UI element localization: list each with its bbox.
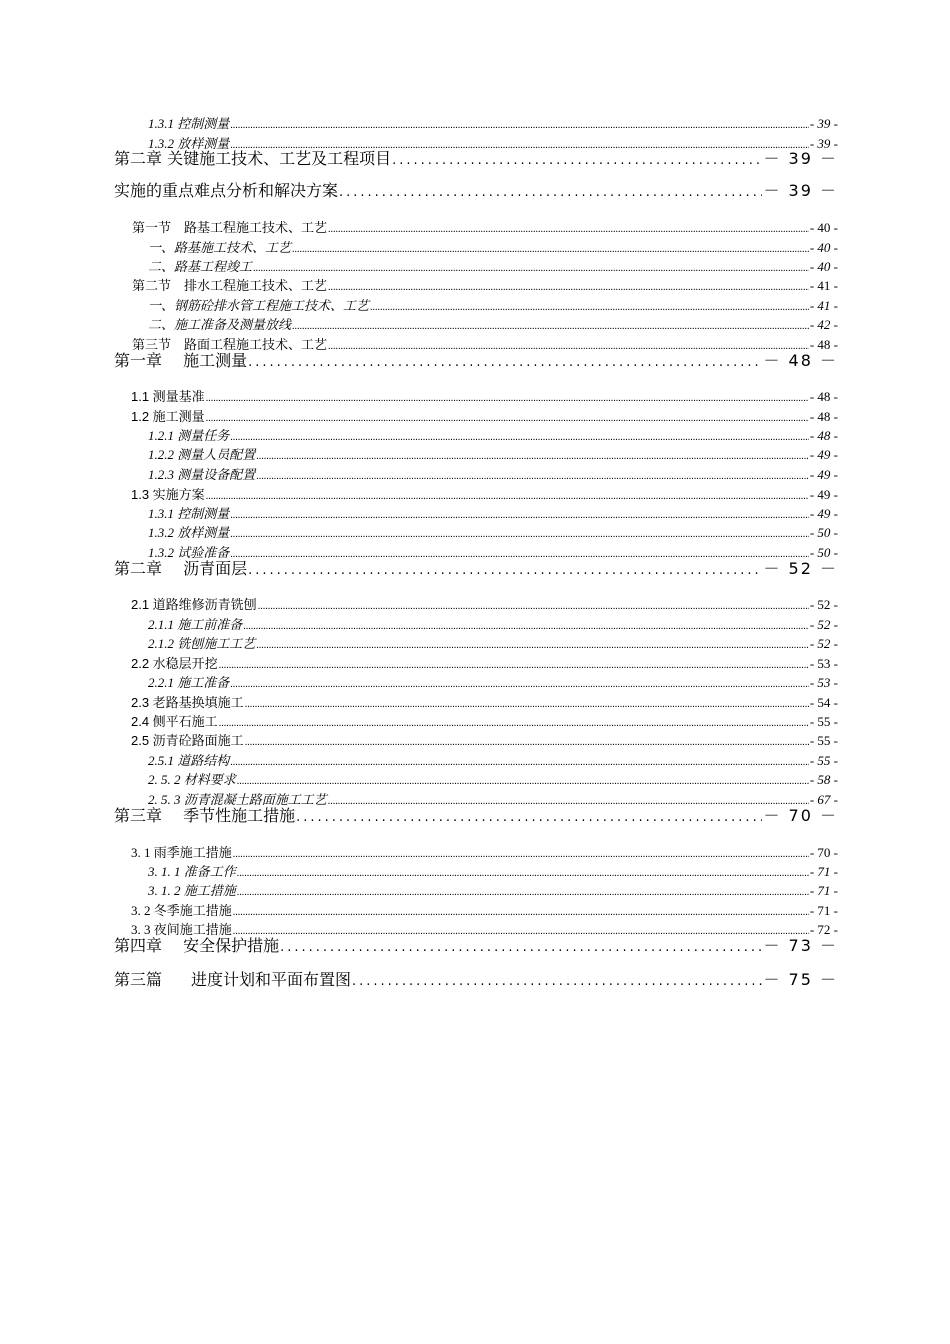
- toc-entry[interactable]: [148, 525, 838, 541]
- toc-leader-dots: [248, 560, 762, 582]
- toc-entry-page-number: - 70 -: [809, 845, 838, 860]
- toc-entry-label: 1.2.2 测量人员配置: [148, 447, 256, 462]
- toc-entry-page-number: - 53 -: [809, 675, 838, 690]
- toc-entry-label: 2.2 水稳层开挖: [131, 656, 218, 671]
- toc-entry-page-number: - 72 -: [809, 922, 838, 937]
- toc-entry[interactable]: [148, 467, 838, 483]
- toc-entry[interactable]: [114, 148, 838, 170]
- toc-entry[interactable]: [148, 617, 838, 633]
- toc-entry[interactable]: [148, 883, 838, 899]
- toc-leader-dots: [292, 319, 809, 335]
- toc-entry-page-number: - 71 -: [809, 864, 838, 879]
- toc-entry-label: 2. 5. 2 材料要求: [148, 772, 236, 787]
- toc-entry-label: 1.1 测量基准: [131, 389, 205, 404]
- toc-entry-label: 实施的重点难点分析和解决方案: [114, 181, 339, 200]
- toc-entry-label: 2.4 侧平石施工: [131, 714, 218, 729]
- toc-leader-dots: [206, 391, 809, 407]
- toc-entry[interactable]: [131, 409, 838, 425]
- toc-entry-page-number: - 49 -: [809, 447, 838, 462]
- toc-entry[interactable]: [148, 864, 838, 880]
- toc-entry-label-secondary: 进度计划和平面布置图: [190, 970, 351, 989]
- toc-entry-page-number: - 52 -: [809, 636, 838, 651]
- toc-entry-page-number: - 49 -: [809, 506, 838, 521]
- toc-entry-page-number: - 41 -: [809, 278, 838, 293]
- toc-entry-label: 3. 2 冬季施工措施: [131, 903, 232, 918]
- toc-entry-label: 3. 1. 2 施工措施: [148, 883, 236, 898]
- toc-entry[interactable]: [148, 317, 838, 333]
- toc-leader-dots: [230, 508, 809, 524]
- toc-entry-label: 1.3 实施方案: [131, 487, 205, 502]
- toc-leader-dots: [237, 774, 809, 790]
- toc-leader-dots: [206, 489, 809, 505]
- toc-entry-page-number: － 75 －: [763, 970, 838, 989]
- toc-leader-dots: [370, 300, 809, 316]
- toc-entry-label: 2.5 沥青砼路面施工: [131, 733, 244, 748]
- toc-leader-dots: [230, 755, 809, 771]
- toc-entry-page-number: - 39 -: [809, 116, 838, 131]
- toc-entry-page-number: - 67 -: [809, 792, 838, 807]
- toc-entry-page-number: - 55 -: [809, 753, 838, 768]
- toc-entry[interactable]: [148, 753, 838, 769]
- toc-entry-label: 1.2.1 测量任务: [148, 428, 230, 443]
- toc-entry[interactable]: [131, 845, 838, 861]
- toc-entry[interactable]: [148, 675, 838, 691]
- toc-leader-dots: [339, 182, 762, 204]
- toc-entry-page-number: － 48 －: [763, 351, 838, 370]
- toc-entry-label: 2.3 老路基换填施工: [131, 695, 244, 710]
- toc-entry-label: 一、路基施工技术、工艺: [148, 240, 292, 255]
- toc-entry-page-number: - 39 -: [809, 136, 838, 151]
- toc-leader-dots: [237, 885, 809, 901]
- toc-entry[interactable]: [132, 278, 838, 294]
- toc-entry[interactable]: [131, 733, 838, 749]
- toc-entry-page-number: - 48 -: [809, 409, 838, 424]
- toc-entry-label: 2.5.1 道路结构: [148, 753, 230, 768]
- toc-entry-page-number: － 39 －: [763, 181, 838, 200]
- toc-leader-dots: [230, 677, 809, 693]
- toc-entry[interactable]: [148, 428, 838, 444]
- toc-leader-dots: [256, 469, 809, 485]
- toc-entry[interactable]: [131, 487, 838, 503]
- toc-entry-page-number: - 50 -: [809, 545, 838, 560]
- toc-entry-label: 第四章 安全保护措施: [114, 936, 280, 955]
- toc-entry-label: 1.3.2 试验准备: [148, 545, 230, 560]
- toc-entry[interactable]: [148, 116, 838, 132]
- toc-entry-label: 一、钢筋砼排水管工程施工技术、工艺: [148, 298, 370, 313]
- toc-entry-label: 二、施工准备及测量放线: [148, 317, 292, 332]
- toc-leader-dots: [258, 599, 809, 615]
- toc-entry-label: 2.1 道路维修沥青铣刨: [131, 597, 257, 612]
- toc-entry-page-number: - 52 -: [809, 617, 838, 632]
- toc-entry-label: 第二章 关键施工技术、工艺及工程项目: [114, 149, 392, 168]
- toc-entry-page-number: - 42 -: [809, 317, 838, 332]
- toc-entry-page-number: - 40 -: [809, 240, 838, 255]
- toc-leader-dots: [328, 280, 809, 296]
- toc-leader-dots: [233, 905, 809, 921]
- toc-entry-label: 2.2.1 施工准备: [148, 675, 230, 690]
- toc-entry[interactable]: [114, 969, 838, 991]
- toc-entry-page-number: - 58 -: [809, 772, 838, 787]
- toc-entry-label: 第三章 季节性施工措施: [114, 806, 296, 825]
- toc-leader-dots: [352, 971, 762, 993]
- toc-leader-dots: [219, 716, 809, 732]
- toc-entry-label: 1.3.1 控制测量: [148, 116, 230, 131]
- toc-leader-dots: [230, 527, 809, 543]
- toc-entry-page-number: － 70 －: [763, 806, 838, 825]
- toc-leader-dots: [328, 222, 809, 238]
- toc-leader-dots: [237, 866, 809, 882]
- toc-leader-dots: [392, 150, 762, 172]
- toc-entry[interactable]: [114, 180, 838, 202]
- toc-entry-label: 2.1.1 施工前准备: [148, 617, 243, 632]
- toc-entry-page-number: - 55 -: [809, 714, 838, 729]
- toc-entry[interactable]: [148, 298, 838, 314]
- toc-entry-label: 二、路基工程竣工: [148, 259, 253, 274]
- toc-entry-label: 1.2 施工测量: [131, 409, 205, 424]
- toc-entry-label: 1.2.3 测量设备配置: [148, 467, 256, 482]
- toc-leader-dots: [292, 242, 809, 258]
- toc-entry[interactable]: [114, 935, 838, 957]
- toc-leader-dots: [248, 352, 762, 374]
- toc-entry-page-number: - 71 -: [809, 883, 838, 898]
- toc-entry[interactable]: [131, 714, 838, 730]
- toc-leader-dots: [296, 807, 762, 829]
- toc-entry-page-number: - 41 -: [809, 298, 838, 313]
- toc-entry-label: 第二节 排水工程施工技术、工艺: [132, 278, 328, 293]
- toc-entry[interactable]: [114, 558, 838, 580]
- toc-entry[interactable]: [132, 220, 838, 236]
- toc-leader-dots: [230, 430, 809, 446]
- toc-entry-page-number: － 39 －: [763, 149, 838, 168]
- toc-entry-page-number: - 49 -: [809, 487, 838, 502]
- toc-entry-label: 第二章 沥青面层: [114, 559, 248, 578]
- toc-entry-label: 1.3.1 控制测量: [148, 506, 230, 521]
- toc-entry[interactable]: [131, 389, 838, 405]
- toc-entry-page-number: - 48 -: [809, 389, 838, 404]
- toc-entry-label: 2.1.2 铣刨施工工艺: [148, 636, 256, 651]
- toc-entry[interactable]: [131, 656, 838, 672]
- toc-entry-page-number: - 54 -: [809, 695, 838, 710]
- toc-entry-page-number: - 40 -: [809, 220, 838, 235]
- toc-entry-label: 1.3.2 放样测量: [148, 136, 230, 151]
- toc-entry[interactable]: [148, 447, 838, 463]
- toc-entry-label: 3. 1 雨季施工措施: [131, 845, 232, 860]
- toc-entry[interactable]: [114, 350, 838, 372]
- toc-entry-label: 2. 5. 3 沥青混凝土路面施工工艺: [148, 792, 327, 807]
- toc-entry[interactable]: [148, 772, 838, 788]
- toc-entry[interactable]: [148, 636, 838, 652]
- toc-entry-page-number: - 40 -: [809, 259, 838, 274]
- toc-leader-dots: [253, 261, 809, 277]
- toc-entry-page-number: - 48 -: [809, 337, 838, 352]
- toc-entry-label: 1.3.2 放样测量: [148, 525, 230, 540]
- toc-leader-dots: [233, 847, 809, 863]
- toc-entry-page-number: - 55 -: [809, 733, 838, 748]
- toc-leader-dots: [256, 638, 809, 654]
- toc-entry[interactable]: [148, 506, 838, 522]
- toc-entry-page-number: - 71 -: [809, 903, 838, 918]
- toc-entry-label: 第三篇: [114, 970, 163, 989]
- toc-entry[interactable]: [131, 903, 838, 919]
- toc-entry[interactable]: [131, 695, 838, 711]
- toc-entry-page-number: - 52 -: [809, 597, 838, 612]
- toc-leader-dots: [245, 697, 809, 713]
- toc-entry-page-number: - 53 -: [809, 656, 838, 671]
- toc-entry-page-number: - 50 -: [809, 525, 838, 540]
- toc-entry[interactable]: [148, 240, 838, 256]
- toc-entry[interactable]: [131, 597, 838, 613]
- toc-leader-dots: [256, 449, 809, 465]
- toc-entry-page-number: - 48 -: [809, 428, 838, 443]
- toc-leader-dots: [206, 411, 809, 427]
- toc-leader-dots: [280, 937, 762, 959]
- toc-entry-label: 第一章 施工测量: [114, 351, 248, 370]
- toc-entry-page-number: － 52 －: [763, 559, 838, 578]
- toc-entry-label: 第一节 路基工程施工技术、工艺: [132, 220, 328, 235]
- toc-entry[interactable]: [114, 805, 838, 827]
- toc-entry-page-number: － 73 －: [763, 936, 838, 955]
- toc-leader-dots: [245, 735, 809, 751]
- toc-leader-dots: [219, 658, 809, 674]
- toc-leader-dots: [230, 118, 809, 134]
- toc-entry[interactable]: [148, 259, 838, 275]
- toc-entry-page-number: - 49 -: [809, 467, 838, 482]
- toc-entry-label: 第三节 路面工程施工技术、工艺: [132, 337, 328, 352]
- toc-entry-label: 3. 1. 1 准备工作: [148, 864, 236, 879]
- toc-entry-label: 3. 3 夜间施工措施: [131, 922, 232, 937]
- toc-leader-dots: [243, 619, 809, 635]
